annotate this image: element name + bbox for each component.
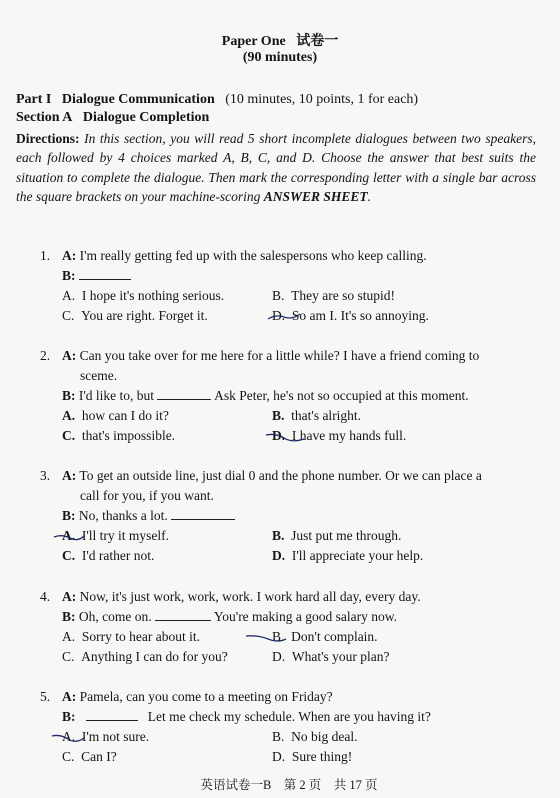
directions-period: . bbox=[367, 188, 371, 204]
option-b[interactable] bbox=[272, 528, 401, 544]
speaker-b-pre: No, thanks a lot. bbox=[78, 508, 168, 523]
option-text: So am I. It's so annoying. bbox=[291, 308, 429, 323]
speaker-b-pre: I'd like to, but bbox=[78, 388, 155, 403]
speaker-a-text-cont: sceme. bbox=[80, 368, 118, 383]
option-text: Sure thing! bbox=[291, 749, 353, 764]
speaker-b-label: B: bbox=[62, 508, 76, 523]
speaker-b-post: Let me check my schedule. When are you having it? bbox=[147, 709, 431, 724]
part-name: Dialogue Communication bbox=[61, 92, 215, 107]
option-text: What's your plan? bbox=[291, 649, 390, 664]
option-letter: C. bbox=[62, 428, 76, 443]
speaker-a-line bbox=[62, 248, 427, 264]
directions-text: In this section, you will read 5 short incomplete dialogues between two speakers, each followed by 4 choices marked A, B, C, and D. Choose the answer that best suits the situation to complete the dialogue. Then mark the corresponding letter with a single bar across the square brackets on your machine-scoring bbox=[16, 131, 536, 204]
paper-title-cn: 试卷一 bbox=[296, 34, 339, 49]
speaker-b-line bbox=[62, 268, 131, 284]
option-text: Can I? bbox=[81, 749, 117, 764]
option-letter: A. bbox=[62, 729, 76, 744]
option-letter: A. bbox=[62, 528, 76, 543]
option-c[interactable] bbox=[62, 428, 175, 444]
option-text: that's alright. bbox=[291, 408, 362, 423]
option-letter: B. bbox=[272, 288, 285, 303]
speaker-b-line bbox=[62, 388, 469, 404]
paper-duration: (90 minutes) bbox=[242, 50, 318, 65]
option-letter: B. bbox=[272, 629, 285, 644]
option-a[interactable] bbox=[62, 408, 169, 424]
option-text: that's impossible. bbox=[81, 428, 176, 443]
speaker-b-label: B: bbox=[62, 709, 76, 724]
option-letter: D. bbox=[272, 749, 286, 764]
speaker-a-text: To get an outside line, just dial 0 and the phone number. Or we can place a bbox=[79, 468, 482, 483]
speaker-a-label: A: bbox=[62, 689, 77, 704]
speaker-a-line bbox=[62, 689, 333, 705]
option-letter: D. bbox=[272, 428, 286, 443]
answer-mark-q4-b bbox=[244, 632, 288, 644]
answer-mark-q2-d bbox=[264, 431, 306, 443]
option-letter: C. bbox=[62, 308, 75, 323]
speaker-a-text: Now, it's just work, work, work. I work hard all day, every day. bbox=[79, 589, 421, 604]
answer-mark-q3-a bbox=[52, 531, 86, 543]
option-d[interactable] bbox=[272, 749, 352, 765]
speaker-a-text-cont: call for you, if you want. bbox=[80, 488, 214, 503]
option-text: They are so stupid! bbox=[291, 288, 395, 303]
option-text: how can I do it? bbox=[81, 408, 169, 423]
speaker-b-post: You're making a good salary now. bbox=[213, 609, 398, 624]
section-heading bbox=[16, 110, 209, 126]
answer-blank bbox=[171, 509, 235, 520]
speaker-a-label: A: bbox=[62, 589, 77, 604]
option-text: I'm not sure. bbox=[81, 729, 150, 744]
option-c[interactable] bbox=[62, 649, 228, 665]
option-letter: C. bbox=[62, 649, 75, 664]
speaker-a-text: Pamela, can you come to a meeting on Friday? bbox=[79, 689, 333, 704]
option-c[interactable] bbox=[62, 308, 208, 324]
directions-answer-sheet: ANSWER SHEET bbox=[263, 188, 368, 204]
section-name: Dialogue Completion bbox=[82, 110, 210, 125]
page-title bbox=[0, 30, 560, 50]
page-footer: 英语试卷一B 第 2 页 共 17 页 bbox=[200, 778, 378, 792]
option-text: I have my hands full. bbox=[291, 428, 407, 443]
option-text: I'd rather not. bbox=[81, 548, 155, 563]
answer-mark-q1-d bbox=[266, 311, 302, 323]
answer-mark-q5-a bbox=[50, 732, 86, 744]
option-text: I'll appreciate your help. bbox=[291, 548, 424, 563]
directions bbox=[16, 129, 536, 206]
part-info: (10 minutes, 10 points, 1 for each) bbox=[225, 92, 419, 107]
option-letter: C. bbox=[62, 749, 75, 764]
option-a[interactable] bbox=[62, 288, 224, 304]
speaker-b-line bbox=[62, 709, 431, 725]
speaker-b-post: Ask Peter, he's not so occupied at this moment. bbox=[214, 388, 469, 403]
option-text: Anything I can do for you? bbox=[81, 649, 228, 664]
speaker-b-label: B: bbox=[62, 609, 76, 624]
option-letter: B. bbox=[272, 528, 285, 543]
option-c[interactable] bbox=[62, 548, 154, 564]
option-letter: A. bbox=[62, 288, 76, 303]
option-text: No big deal. bbox=[291, 729, 358, 744]
option-b[interactable] bbox=[272, 288, 395, 304]
option-text: Don't complain. bbox=[291, 629, 378, 644]
option-letter: B. bbox=[272, 408, 285, 423]
question-number: 3. bbox=[40, 468, 51, 483]
option-d[interactable] bbox=[272, 649, 390, 665]
option-text: Sorry to hear about it. bbox=[81, 629, 200, 644]
answer-blank bbox=[86, 710, 138, 721]
speaker-a-label: A: bbox=[62, 348, 77, 363]
directions-label: Directions: bbox=[16, 131, 80, 146]
option-letter: D. bbox=[272, 649, 286, 664]
option-b[interactable] bbox=[272, 408, 361, 424]
question-number: 5. bbox=[40, 689, 51, 704]
option-text: I hope it's nothing serious. bbox=[81, 288, 225, 303]
speaker-a-label: A: bbox=[62, 248, 77, 263]
section-label: Section A bbox=[16, 110, 73, 125]
speaker-a-line bbox=[62, 348, 479, 364]
part-label: Part I bbox=[16, 92, 52, 107]
speaker-a-line bbox=[62, 468, 482, 484]
answer-blank bbox=[157, 389, 211, 400]
option-a[interactable] bbox=[62, 629, 200, 645]
option-letter: B. bbox=[272, 729, 285, 744]
speaker-a-label: A: bbox=[62, 468, 77, 483]
speaker-b-label: B: bbox=[62, 268, 76, 283]
option-letter: A. bbox=[62, 408, 76, 423]
answer-blank bbox=[79, 269, 131, 280]
option-d[interactable] bbox=[272, 548, 423, 564]
option-letter: C. bbox=[62, 548, 76, 563]
answer-blank bbox=[155, 610, 211, 621]
option-letter: D. bbox=[272, 548, 286, 563]
option-text: You are right. Forget it. bbox=[81, 308, 208, 323]
speaker-a-text: Can you take over for me here for a little while? I have a friend coming to bbox=[79, 348, 480, 363]
option-b[interactable] bbox=[272, 729, 358, 745]
option-text: I'll try it myself. bbox=[81, 528, 170, 543]
part-heading bbox=[16, 92, 418, 108]
question-number: 2. bbox=[40, 348, 51, 363]
option-text: Just put me through. bbox=[291, 528, 402, 543]
option-letter: D. bbox=[272, 308, 286, 323]
question-number: 1. bbox=[40, 248, 51, 263]
speaker-a-line bbox=[62, 589, 421, 605]
speaker-b-line bbox=[62, 508, 235, 524]
speaker-b-pre: Oh, come on. bbox=[78, 609, 152, 624]
paper-title: Paper One bbox=[221, 34, 286, 49]
speaker-a-text: I'm really getting fed up with the salespersons who keep calling. bbox=[79, 248, 427, 263]
option-c[interactable] bbox=[62, 749, 117, 765]
question-number: 4. bbox=[40, 589, 51, 604]
option-letter: A. bbox=[62, 629, 76, 644]
speaker-b-label: B: bbox=[62, 388, 76, 403]
speaker-b-line bbox=[62, 609, 397, 625]
